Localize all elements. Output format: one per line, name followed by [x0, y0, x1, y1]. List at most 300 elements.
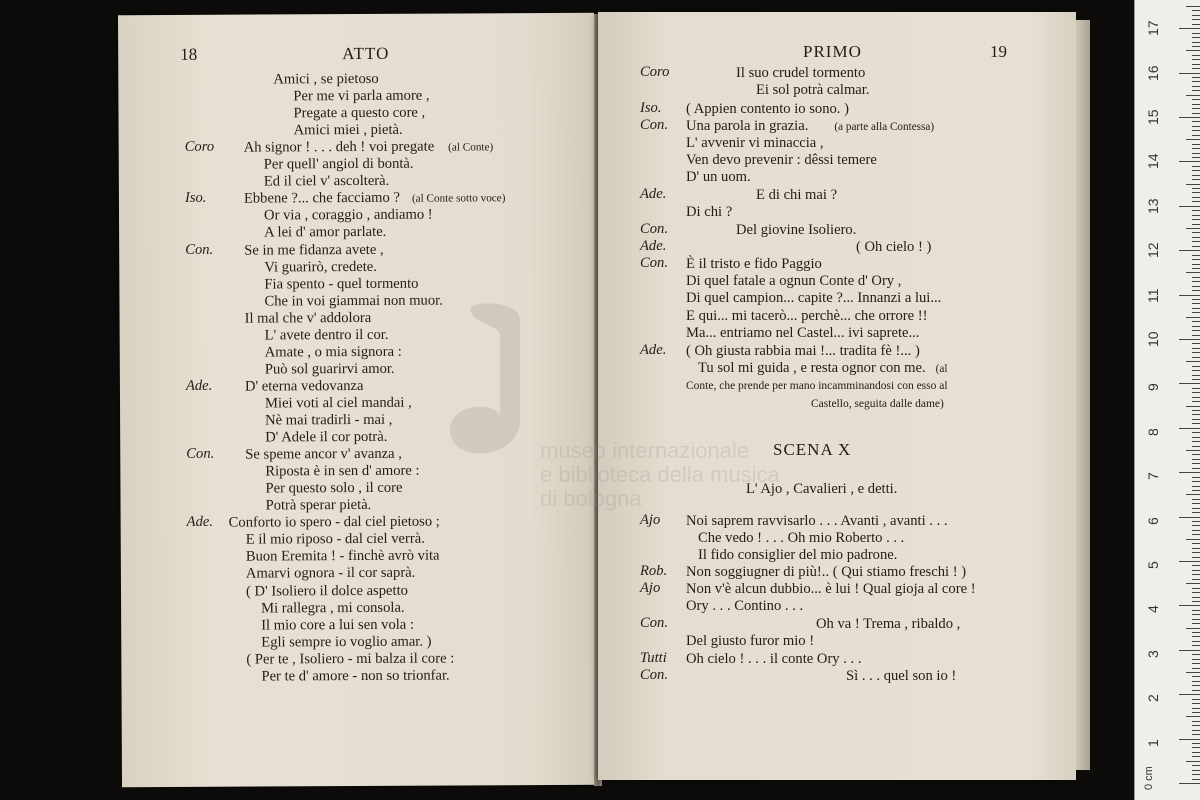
verse-line — [698, 546, 897, 564]
verse-line — [686, 597, 803, 615]
ruler-tick — [1192, 255, 1200, 256]
ruler-tick — [1192, 277, 1200, 278]
ruler-tick — [1192, 557, 1200, 558]
verse-line — [686, 324, 919, 342]
ruler-tick — [1192, 312, 1200, 313]
verse-line — [686, 289, 941, 307]
verse-text: Ed il ciel v' ascolterà. — [263, 173, 390, 190]
verse-text: D' eterna vedovanza — [244, 377, 364, 395]
verse-text: Amarvi ognora - il cor saprà. — [245, 565, 416, 583]
speaker-label: Con. — [640, 221, 668, 237]
verse-text: Non v'è alcun dubbio... è lui ! Qual gioja al core ! — [686, 581, 976, 597]
ruler-tick — [1192, 579, 1200, 580]
speaker-label: Ade. — [640, 186, 667, 202]
verse-text: L' avete dentro il cor. — [264, 326, 389, 344]
ruler-tick — [1192, 241, 1200, 242]
speaker-label: Ajo — [640, 512, 661, 528]
ruler-tick — [1192, 130, 1200, 131]
speaker-label: Ade. — [640, 238, 667, 254]
ruler-tick — [1192, 681, 1200, 682]
ruler-tick — [1192, 77, 1200, 78]
verse-text: ( Appien contento io sono. ) — [686, 101, 849, 117]
ruler-tick — [1192, 752, 1200, 753]
ruler-tick — [1192, 64, 1200, 65]
ruler-tick — [1192, 24, 1200, 25]
verse-line — [265, 428, 387, 447]
verse-line — [856, 238, 931, 256]
ruler-tick — [1186, 716, 1200, 717]
ruler-tick — [1192, 508, 1200, 509]
verse-line — [261, 615, 414, 634]
stage-direction: (al Conte) — [448, 141, 494, 154]
ruler-tick — [1192, 192, 1200, 193]
ruler-tick — [1192, 414, 1200, 415]
ruler-tick — [1186, 228, 1200, 229]
ruler-tick — [1179, 73, 1200, 74]
verse-text: Sì . . . quel son io ! — [846, 668, 957, 684]
speaker-label: Con. — [640, 615, 668, 631]
verse-line — [265, 326, 389, 345]
verse-line — [686, 255, 822, 273]
verse-text: Se in me fidanza avete , — [244, 241, 384, 259]
ruler-tick — [1192, 530, 1200, 531]
ruler-tick — [1192, 685, 1200, 686]
verse-line — [246, 547, 440, 566]
watermark-text-2: e biblioteca della musica — [540, 462, 780, 487]
verse-text: Se speme ancor v' avanza , — [245, 445, 402, 463]
verse-text: Noi saprem ravvisarlo . . . Avanti , avanti . . . — [686, 513, 948, 529]
ruler-tick — [1192, 86, 1200, 87]
ruler-number: 5 — [1145, 561, 1161, 569]
ruler-tick — [1192, 321, 1200, 322]
ruler-tick — [1192, 512, 1200, 513]
ruler-tick — [1192, 725, 1200, 726]
scene-heading — [773, 440, 851, 460]
ruler-tick — [1192, 481, 1200, 482]
ruler-tick — [1192, 756, 1200, 757]
verse-text: Del giovine Isoliero. — [736, 222, 857, 238]
speaker-label: Rob. — [640, 563, 668, 579]
ruler-tick — [1192, 659, 1200, 660]
ruler-tick — [1192, 15, 1200, 16]
verse-line — [846, 667, 956, 685]
verse-text: Di chi ? — [686, 204, 733, 220]
verse-text: È il tristo e fido Paggio — [686, 256, 822, 272]
verse-text: Mi rallegra , mi consola. — [261, 599, 405, 617]
ruler-number: 16 — [1145, 65, 1161, 81]
ruler-number: 8 — [1145, 428, 1161, 436]
ruler-tick — [1186, 50, 1200, 51]
ruler-tick — [1192, 37, 1200, 38]
ruler-tick — [1192, 459, 1200, 460]
speaker-label: Iso. — [640, 100, 662, 116]
ruler-tick — [1186, 761, 1200, 762]
ruler-tick — [1192, 410, 1200, 411]
ruler-tick — [1192, 201, 1200, 202]
speaker-label: Con. — [640, 667, 668, 683]
ruler-tick — [1192, 46, 1200, 47]
verse-line — [756, 186, 837, 204]
ruler-tick — [1186, 272, 1200, 273]
verse-line — [294, 121, 403, 140]
ruler-number: 11 — [1145, 288, 1161, 303]
ruler-tick — [1192, 765, 1200, 766]
verse-line — [686, 512, 948, 530]
ruler-number: 7 — [1145, 472, 1161, 481]
ruler-tick — [1186, 672, 1200, 673]
verse-line — [264, 155, 414, 174]
verse-text: Ven devo prevenir : dêssi temere — [686, 152, 877, 168]
ruler-tick — [1179, 783, 1200, 784]
verse-line — [736, 64, 865, 82]
verse-text: Vi guarirò, credete. — [264, 258, 377, 276]
verse-text: Che in voi giammai non muor. — [264, 292, 443, 310]
ruler-tick — [1192, 42, 1200, 43]
verse-text: ( Per te , Isoliero - mi balza il core : — [246, 650, 455, 668]
ruler-tick — [1192, 357, 1200, 358]
ruler-tick — [1192, 121, 1200, 122]
ruler-tick — [1179, 295, 1200, 296]
ruler-tick — [1192, 348, 1200, 349]
ruler-tick — [1179, 339, 1200, 340]
verse-text: Del giusto furor mio ! — [686, 633, 815, 649]
ruler-number: 15 — [1145, 109, 1161, 125]
ruler-tick — [1192, 774, 1200, 775]
verse-text: Per te d' amore - non so trionfar. — [261, 667, 450, 685]
verse-line — [264, 172, 390, 191]
ruler-tick — [1186, 494, 1200, 495]
verse-line — [265, 343, 402, 362]
ruler-tick — [1192, 375, 1200, 376]
verse-line — [686, 377, 948, 395]
ruler-tick — [1192, 126, 1200, 127]
verse-line — [686, 342, 920, 360]
verse-line — [264, 257, 377, 276]
verse-line — [686, 151, 877, 169]
ruler-tick — [1192, 135, 1200, 136]
speaker-label: Coro — [184, 138, 215, 156]
page-header-right: PRIMO — [803, 42, 862, 61]
verse-line — [686, 307, 928, 325]
ruler-tick — [1192, 663, 1200, 664]
ruler-number: 3 — [1145, 650, 1161, 658]
verse-line — [244, 240, 383, 259]
ruler-number: 10 — [1145, 331, 1161, 347]
ruler-tick — [1192, 654, 1200, 655]
ruler-tick — [1192, 419, 1200, 420]
verse-text: Oh cielo ! . . . il conte Ory . . . — [686, 651, 862, 667]
verse-line — [746, 480, 897, 498]
stage-direction: (al Conte sotto voce) — [411, 192, 506, 206]
stage-direction: (al — [935, 363, 948, 375]
ruler-tick — [1179, 650, 1200, 651]
ruler-tick — [1192, 264, 1200, 265]
verse-line — [245, 309, 372, 328]
ruler-tick — [1192, 570, 1200, 571]
ruler-tick — [1179, 472, 1200, 473]
verse-text: Fia spento - quel tormento — [264, 275, 419, 293]
ruler-tick — [1192, 699, 1200, 700]
verse-line — [698, 359, 947, 378]
verse-line — [245, 445, 402, 464]
ruler-tick — [1192, 534, 1200, 535]
verse-line — [811, 395, 944, 413]
speaker-label: Tutti — [640, 650, 667, 666]
ruler-number: 2 — [1145, 694, 1161, 703]
ruler-tick — [1192, 224, 1200, 225]
verse-text: Che vedo ! . . . Oh mio Roberto . . . — [698, 530, 905, 546]
verse-text: Per quell' angiol di bontà. — [263, 155, 414, 173]
speaker-label: Con. — [640, 255, 668, 271]
verse-text: Riposta è in sen d' amore : — [265, 462, 420, 480]
verse-line — [686, 134, 824, 152]
ruler-tick — [1186, 184, 1200, 185]
ruler-tick — [1186, 583, 1200, 584]
verse-text: Il mal che v' addolora — [244, 309, 372, 327]
ruler-tick — [1192, 503, 1200, 504]
verse-text: Ory . . . Contino . . . — [686, 598, 804, 614]
ruler-tick — [1192, 157, 1200, 158]
verse-line — [264, 206, 433, 225]
ruler-tick — [1192, 610, 1200, 611]
ruler-tick — [1192, 641, 1200, 642]
verse-text: Ei sol potrà calmar. — [756, 82, 870, 98]
ruler-number: 17 — [1145, 20, 1161, 37]
verse-text: Pregate a questo core , — [293, 104, 426, 122]
measurement-ruler — [1134, 0, 1200, 800]
ruler-number: 1 — [1145, 738, 1161, 747]
watermark-text-3: di bologna — [540, 486, 642, 511]
ruler-tick — [1192, 197, 1200, 198]
ruler-tick — [1179, 694, 1200, 695]
ruler-tick — [1192, 388, 1200, 389]
ruler-tick — [1192, 392, 1200, 393]
ruler-tick — [1192, 690, 1200, 691]
ruler-tick — [1192, 19, 1200, 20]
ruler-tick — [1192, 246, 1200, 247]
verse-text: SCENA X — [773, 440, 852, 459]
watermark-text-1: museo internazionale — [540, 438, 750, 463]
ruler-tick — [1192, 219, 1200, 220]
ruler-tick — [1192, 490, 1200, 491]
ruler-tick — [1192, 548, 1200, 549]
page-number-left: 18 — [180, 44, 198, 64]
ruler-tick — [1192, 779, 1200, 780]
ruler-tick — [1179, 161, 1200, 162]
ruler-tick — [1179, 517, 1200, 518]
verse-line — [265, 411, 392, 430]
ruler-tick — [1186, 361, 1200, 362]
verse-text: D' un uom. — [686, 169, 751, 185]
verse-line — [265, 479, 402, 498]
verse-text: ( D' Isoliero il dolce aspetto — [245, 582, 408, 600]
ruler-tick — [1192, 486, 1200, 487]
ruler-tick — [1192, 623, 1200, 624]
ruler-tick — [1192, 574, 1200, 575]
verse-line — [261, 598, 405, 617]
ruler-tick — [1192, 552, 1200, 553]
ruler-number: 12 — [1145, 242, 1161, 259]
ruler-tick — [1192, 636, 1200, 637]
verse-text: Conforto io spero - dal ciel pietoso ; — [228, 513, 440, 531]
ruler-tick — [1192, 308, 1200, 309]
ruler-tick — [1179, 383, 1200, 384]
ruler-tick — [1192, 499, 1200, 500]
ruler-tick — [1192, 401, 1200, 402]
ruler-tick — [1192, 468, 1200, 469]
ruler-tick — [1192, 619, 1200, 620]
verse-line — [265, 394, 412, 413]
ruler-tick — [1192, 108, 1200, 109]
ruler-tick — [1192, 730, 1200, 731]
verse-text: Può sol guarirvi amor. — [264, 360, 395, 378]
ruler-tick — [1192, 477, 1200, 478]
ruler-tick — [1192, 81, 1200, 82]
ruler-tick — [1192, 525, 1200, 526]
verse-text: Miei voti al ciel mandai , — [264, 394, 412, 412]
verse-text: Di quel campion... capite ?... Innanzi a lui... — [686, 290, 942, 306]
ruler-tick — [1192, 59, 1200, 60]
ruler-tick — [1192, 188, 1200, 189]
ruler-number: 4 — [1145, 605, 1161, 614]
verse-line — [266, 496, 372, 515]
ruler-tick — [1179, 561, 1200, 562]
speaker-label: Iso. — [184, 190, 207, 207]
verse-text: Nè mai tradirli - mai , — [265, 411, 393, 429]
verse-text: D' Adele il cor potrà. — [265, 428, 388, 446]
ruler-tick — [1192, 543, 1200, 544]
ruler-tick — [1179, 117, 1200, 118]
ruler-tick — [1192, 55, 1200, 56]
verse-line — [246, 564, 415, 583]
verse-text: Il fido consiglier del mio padrone. — [698, 547, 898, 563]
ruler-tick — [1192, 521, 1200, 522]
verse-line — [265, 462, 419, 481]
verse-text: ( Oh giusta rabbia mai !... tradita fè !... ) — [686, 343, 920, 359]
ruler-tick — [1192, 366, 1200, 367]
ruler-tick — [1179, 428, 1200, 429]
verse-line — [686, 203, 732, 221]
verse-line — [265, 360, 395, 379]
verse-text: Potrà sperar pietà. — [265, 497, 372, 514]
verse-line — [686, 632, 814, 650]
ruler-tick — [1192, 148, 1200, 149]
ruler-tick — [1192, 379, 1200, 380]
ruler-tick — [1192, 259, 1200, 260]
verse-line — [273, 70, 378, 89]
verse-line — [756, 81, 869, 99]
speaker-label: Con. — [185, 241, 214, 258]
verse-text: Il suo crudel tormento — [736, 65, 866, 81]
verse-text: Conte, che prende per mano incamminandosi con esso al — [686, 380, 948, 392]
verse-line — [686, 580, 976, 598]
verse-text: E qui... mi tacerò... perchè... che orrore !! — [686, 308, 928, 324]
ruler-tick — [1192, 268, 1200, 269]
ruler-tick — [1192, 352, 1200, 353]
ruler-tick — [1192, 743, 1200, 744]
right-page — [598, 12, 1076, 780]
ruler-tick — [1192, 335, 1200, 336]
verse-text: Castello, seguita dalle dame) — [811, 398, 944, 410]
verse-text: Una parola in grazia. — [686, 118, 809, 134]
verse-text: E di chi mai ? — [756, 187, 838, 203]
ruler-tick — [1192, 454, 1200, 455]
ruler-tick — [1192, 104, 1200, 105]
ruler-tick — [1192, 290, 1200, 291]
speaker-label: Con. — [640, 117, 668, 133]
ruler-tick — [1192, 770, 1200, 771]
ruler-tick — [1192, 708, 1200, 709]
verse-line — [261, 632, 431, 651]
ruler-tick — [1192, 153, 1200, 154]
ruler-unit: 0 cm — [1143, 766, 1155, 790]
stage-direction: (a parte alla Contessa) — [834, 121, 935, 133]
page-stack-edge — [1076, 20, 1090, 770]
ruler-tick — [1192, 99, 1200, 100]
speaker-label: Coro — [640, 64, 670, 80]
verse-text: Amici , se pietoso — [273, 70, 379, 88]
ruler-tick — [1186, 6, 1200, 7]
page-header-left: ATTO — [342, 43, 390, 64]
ruler-number: 9 — [1145, 383, 1161, 392]
ruler-tick — [1192, 423, 1200, 424]
ruler-tick — [1192, 632, 1200, 633]
verse-text: Ah signor ! . . . deh ! voi pregate — [243, 138, 435, 156]
ruler-tick — [1192, 343, 1200, 344]
verse-text: E il mio riposo - dal ciel verrà. — [245, 530, 425, 548]
ruler-tick — [1186, 406, 1200, 407]
speaker-label: Ajo — [640, 580, 661, 596]
ruler-tick — [1192, 326, 1200, 327]
ruler-tick — [1186, 539, 1200, 540]
ruler-tick — [1192, 446, 1200, 447]
ruler-tick — [1192, 68, 1200, 69]
ruler-tick — [1192, 712, 1200, 713]
verse-line — [261, 666, 449, 685]
ruler-tick — [1179, 28, 1200, 29]
ruler-tick — [1192, 144, 1200, 145]
ruler-tick — [1186, 95, 1200, 96]
ruler-tick — [1192, 437, 1200, 438]
ruler-tick — [1192, 232, 1200, 233]
ruler-tick — [1192, 113, 1200, 114]
verse-text: ( Oh cielo ! ) — [856, 239, 932, 255]
verse-text: Non soggiugner di più!.. ( Qui stiamo freschi ! ) — [686, 564, 967, 580]
verse-line — [736, 221, 856, 239]
ruler-tick — [1192, 463, 1200, 464]
ruler-tick — [1192, 597, 1200, 598]
ruler-tick — [1192, 286, 1200, 287]
verse-text: Ma... entriamo nel Castel... ivi saprete... — [686, 325, 920, 341]
ruler-tick — [1192, 170, 1200, 171]
ruler-tick — [1179, 739, 1200, 740]
verse-text: Per me vi parla amore , — [293, 87, 430, 105]
verse-line — [264, 274, 418, 293]
verse-line — [264, 223, 386, 242]
ruler-tick — [1192, 747, 1200, 748]
verse-line — [686, 272, 901, 290]
verse-line — [293, 87, 429, 106]
verse-line — [245, 377, 364, 396]
verse-text: Amici miei , pietà. — [293, 121, 403, 139]
speaker-label: Con. — [186, 445, 215, 462]
ruler-tick — [1192, 676, 1200, 677]
ruler-tick — [1192, 215, 1200, 216]
verse-text: Tu sol mi guida , e resta ognor con me. — [698, 360, 926, 376]
verse-text: Amate , o mia signora : — [264, 343, 402, 361]
verse-line — [246, 530, 425, 549]
verse-line — [686, 168, 751, 186]
